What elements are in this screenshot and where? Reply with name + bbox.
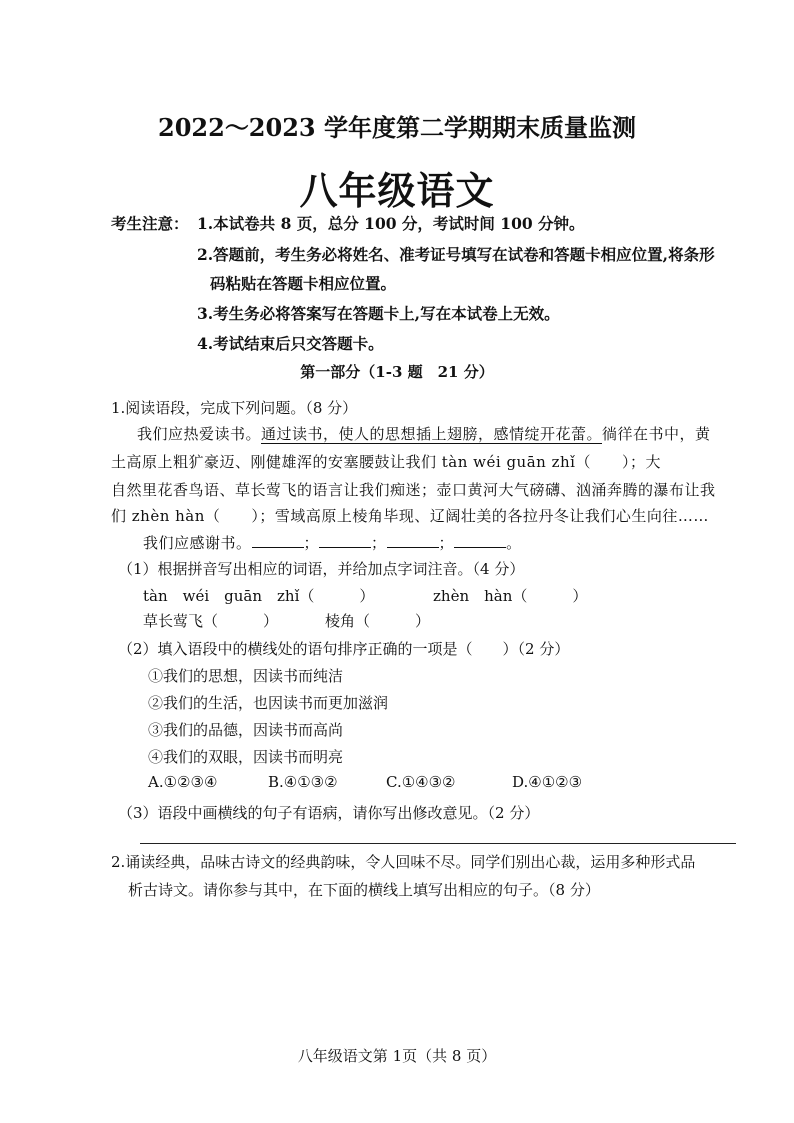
pinyin-item: zhèn hàn（ ） <box>433 587 588 605</box>
passage-line: 自然里花香鸟语、草长莺飞的语言让我们痴迷；壶口黄河大气磅礴、汹涌奔腾的瀑布让我 <box>111 481 716 499</box>
passage-line: 土高原上粗犷豪迈、刚健雄浑的安塞腰鼓让我们 tàn wéi guān zhǐ（ ）；大 <box>111 453 661 471</box>
option-b: B.④①③② <box>268 773 338 791</box>
blank-line <box>252 533 304 548</box>
sentence-item: ①我们的思想，因读书而纯洁 <box>148 667 344 685</box>
notice-item: 1.本试卷共 8 页，总分 100 分，考试时间 100 分钟。 <box>197 214 585 233</box>
option-a: A.①②③④ <box>148 773 218 791</box>
part-heading: 第一部分（1-3 题 21 分） <box>300 363 494 381</box>
question-2-line: 2.诵读经典，品味古诗文的经典韵味，令人回味不尽。同学们别出心裁，运用多种形式品 <box>111 853 696 871</box>
punctuation: ； <box>438 534 455 552</box>
pinyin-item: tàn wéi guān zhǐ（ ） <box>143 587 375 605</box>
passage-text: 我们应感谢书。 <box>143 534 252 552</box>
punctuation: 。 <box>506 534 522 552</box>
exam-title: 2022～2023 学年度第二学期期末质量监测 <box>158 113 636 142</box>
sentence-item: ②我们的生活，也因读书而更加滋润 <box>148 694 389 712</box>
question-1-stem: 1.阅读语段，完成下列问题。（8 分） <box>111 399 358 417</box>
blank-line <box>387 533 439 548</box>
sentence-item: ④我们的双眼，因读书而明亮 <box>148 748 344 766</box>
notice-item: 码粘贴在答题卡相应位置。 <box>210 274 397 293</box>
word-item: 草长莺飞（ ） <box>143 612 279 630</box>
word-item: 棱角（ ） <box>325 612 431 630</box>
subquestion-2: （2）填入语段中的横线处的语句排序正确的一项是（ ）（2 分） <box>118 640 570 658</box>
subquestion-1: （1）根据拼音写出相应的词语，并给加点字词注音。（4 分） <box>118 560 525 578</box>
question-2-line: 析古诗文。请你参与其中，在下面的横线上填写出相应的句子。（8 分） <box>128 881 600 899</box>
sentence-item: ③我们的品德，因读书而高尚 <box>148 721 344 739</box>
passage-line <box>143 532 522 553</box>
passage-text: 我们应热爱读书。 <box>137 425 262 443</box>
subquestion-3: （3）语段中画横线的句子有语病，请你写出修改意见。（2 分） <box>118 804 540 822</box>
option-d: D.④①②③ <box>512 773 583 791</box>
notice-item: 2.答题前，考生务必将姓名、准考证号填写在试卷和答题卡相应位置,将条形 <box>197 245 715 264</box>
blank-line <box>319 533 371 548</box>
notice-label: 考生注意： <box>111 214 189 233</box>
passage-text: 徜徉在书中，黄 <box>602 425 711 443</box>
notice-item: 3.考生务必将答案写在答题卡上,写在本试卷上无效。 <box>197 304 560 323</box>
notice-item: 4.考试结束后只交答题卡。 <box>197 334 384 353</box>
blank-line <box>454 533 506 548</box>
passage-line: 们 zhèn hàn（ ）；雪域高原上棱角毕现、辽阔壮美的各拉丹冬让我们心生向往…… <box>111 507 709 525</box>
answer-line <box>140 843 736 844</box>
punctuation: ； <box>371 534 387 552</box>
punctuation: ； <box>303 534 320 552</box>
option-c: C.①④③② <box>386 773 456 791</box>
passage-line <box>137 423 711 444</box>
underlined-sentence: 通过读书，使人的思想插上翅膀，感情绽开花蕾。 <box>261 425 603 443</box>
subject-title: 八年级语文 <box>299 168 495 213</box>
page-footer: 八年级语文第 1页（共 8 页） <box>297 1047 497 1065</box>
